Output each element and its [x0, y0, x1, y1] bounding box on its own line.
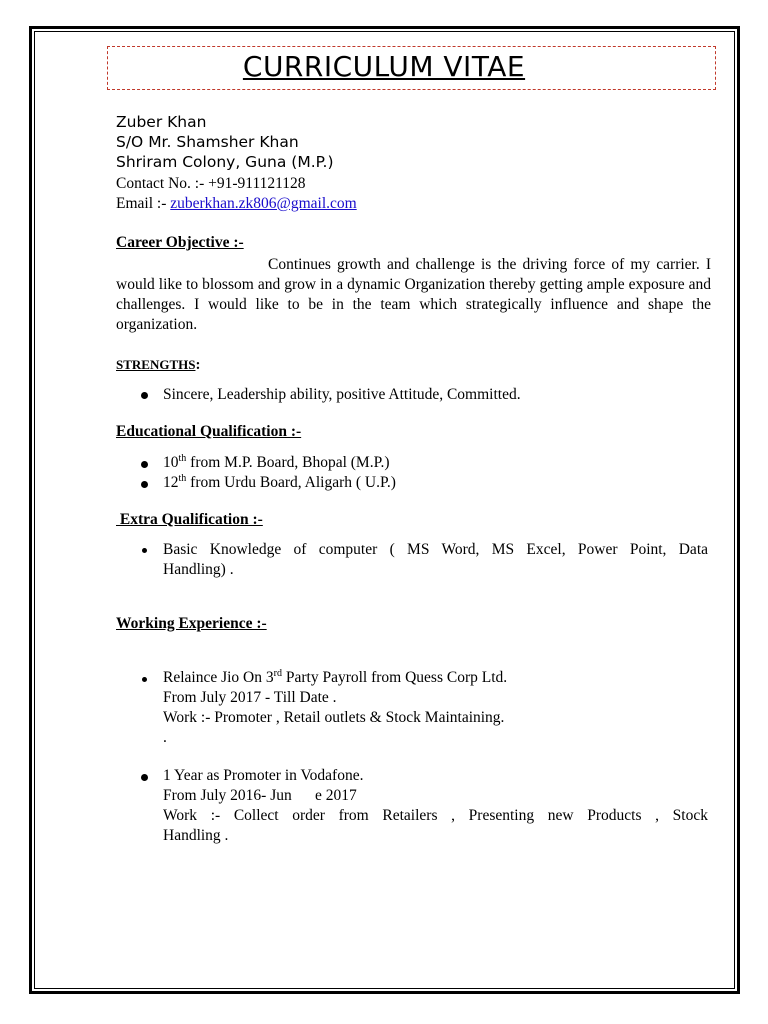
- working-experience-heading: Working Experience :-: [116, 615, 267, 632]
- contact-number: Contact No. :- +91-911121128: [116, 175, 306, 192]
- job1-title-sup: rd: [273, 668, 282, 679]
- bullet-icon: [141, 461, 148, 468]
- extra-qualification-line2: Handling) .: [163, 561, 234, 578]
- bullet-icon: [141, 481, 148, 488]
- education-item-sup: th: [178, 473, 187, 484]
- email-line: [116, 195, 357, 213]
- job1-extra: .: [163, 729, 167, 746]
- strengths-heading: [116, 357, 200, 374]
- job2-work-line2: Handling .: [163, 827, 229, 844]
- parent-name: S/O Mr. Shamsher Khan: [116, 133, 299, 151]
- applicant-name: Zuber Khan: [116, 113, 207, 131]
- education-item-num: 12: [163, 474, 179, 491]
- job1-title-pre: Relaince Jio On 3: [163, 669, 274, 686]
- career-objective-text: Continues growth and challenge is the driving force of my carrier. I would like to blossom and grow in a dynamic Organization thereby getting ample exposure and challenges. I would like to be in the team which strategically influence and shape the organization.: [116, 256, 711, 333]
- job1-title-post: Party Payroll from Quess Corp Ltd.: [281, 669, 508, 686]
- bullet-icon: [141, 392, 148, 399]
- education-item-sup: th: [178, 453, 187, 464]
- education-heading: Educational Qualification :-: [116, 423, 302, 440]
- document-title: CURRICULUM VITAE: [242, 50, 526, 83]
- job2-dates: From July 2016- Jun e 2017: [163, 787, 357, 804]
- extra-qualification-heading: Extra Qualification :-: [116, 511, 263, 528]
- job1-work: Work :- Promoter , Retail outlets & Stock Maintaining.: [163, 709, 505, 726]
- strength-item: Sincere, Leadership ability, positive Attitude, Committed.: [163, 386, 521, 403]
- education-item-10th: [163, 454, 390, 472]
- job2-title: 1 Year as Promoter in Vodafone.: [163, 767, 364, 784]
- bullet-icon: [142, 677, 147, 682]
- career-objective-heading: Career Objective :-: [116, 234, 244, 251]
- extra-qualification-line1: Basic Knowledge of computer ( MS Word, MS Excel, Power Point, Data: [163, 541, 708, 558]
- bullet-icon: [141, 774, 148, 781]
- email-link[interactable]: zuberkhan.zk806@gmail.com: [170, 195, 357, 212]
- job1-title: [163, 669, 507, 687]
- address: Shriram Colony, Guna (M.P.): [116, 153, 334, 171]
- strengths-heading-label: STRENGTHS: [116, 357, 196, 372]
- education-item-num: 10: [163, 454, 179, 471]
- job2-work-line1: Work :- Collect order from Retailers , Presenting new Products , Stock: [163, 807, 708, 824]
- education-item-rest: from Urdu Board, Aligarh ( U.P.): [186, 474, 396, 491]
- education-item-12th: [163, 474, 396, 492]
- email-label: Email :-: [116, 195, 171, 212]
- strengths-colon: :: [195, 357, 201, 373]
- job1-dates: From July 2017 - Till Date .: [163, 689, 337, 706]
- education-item-rest: from M.P. Board, Bhopal (M.P.): [186, 454, 390, 471]
- bullet-icon: [142, 548, 147, 553]
